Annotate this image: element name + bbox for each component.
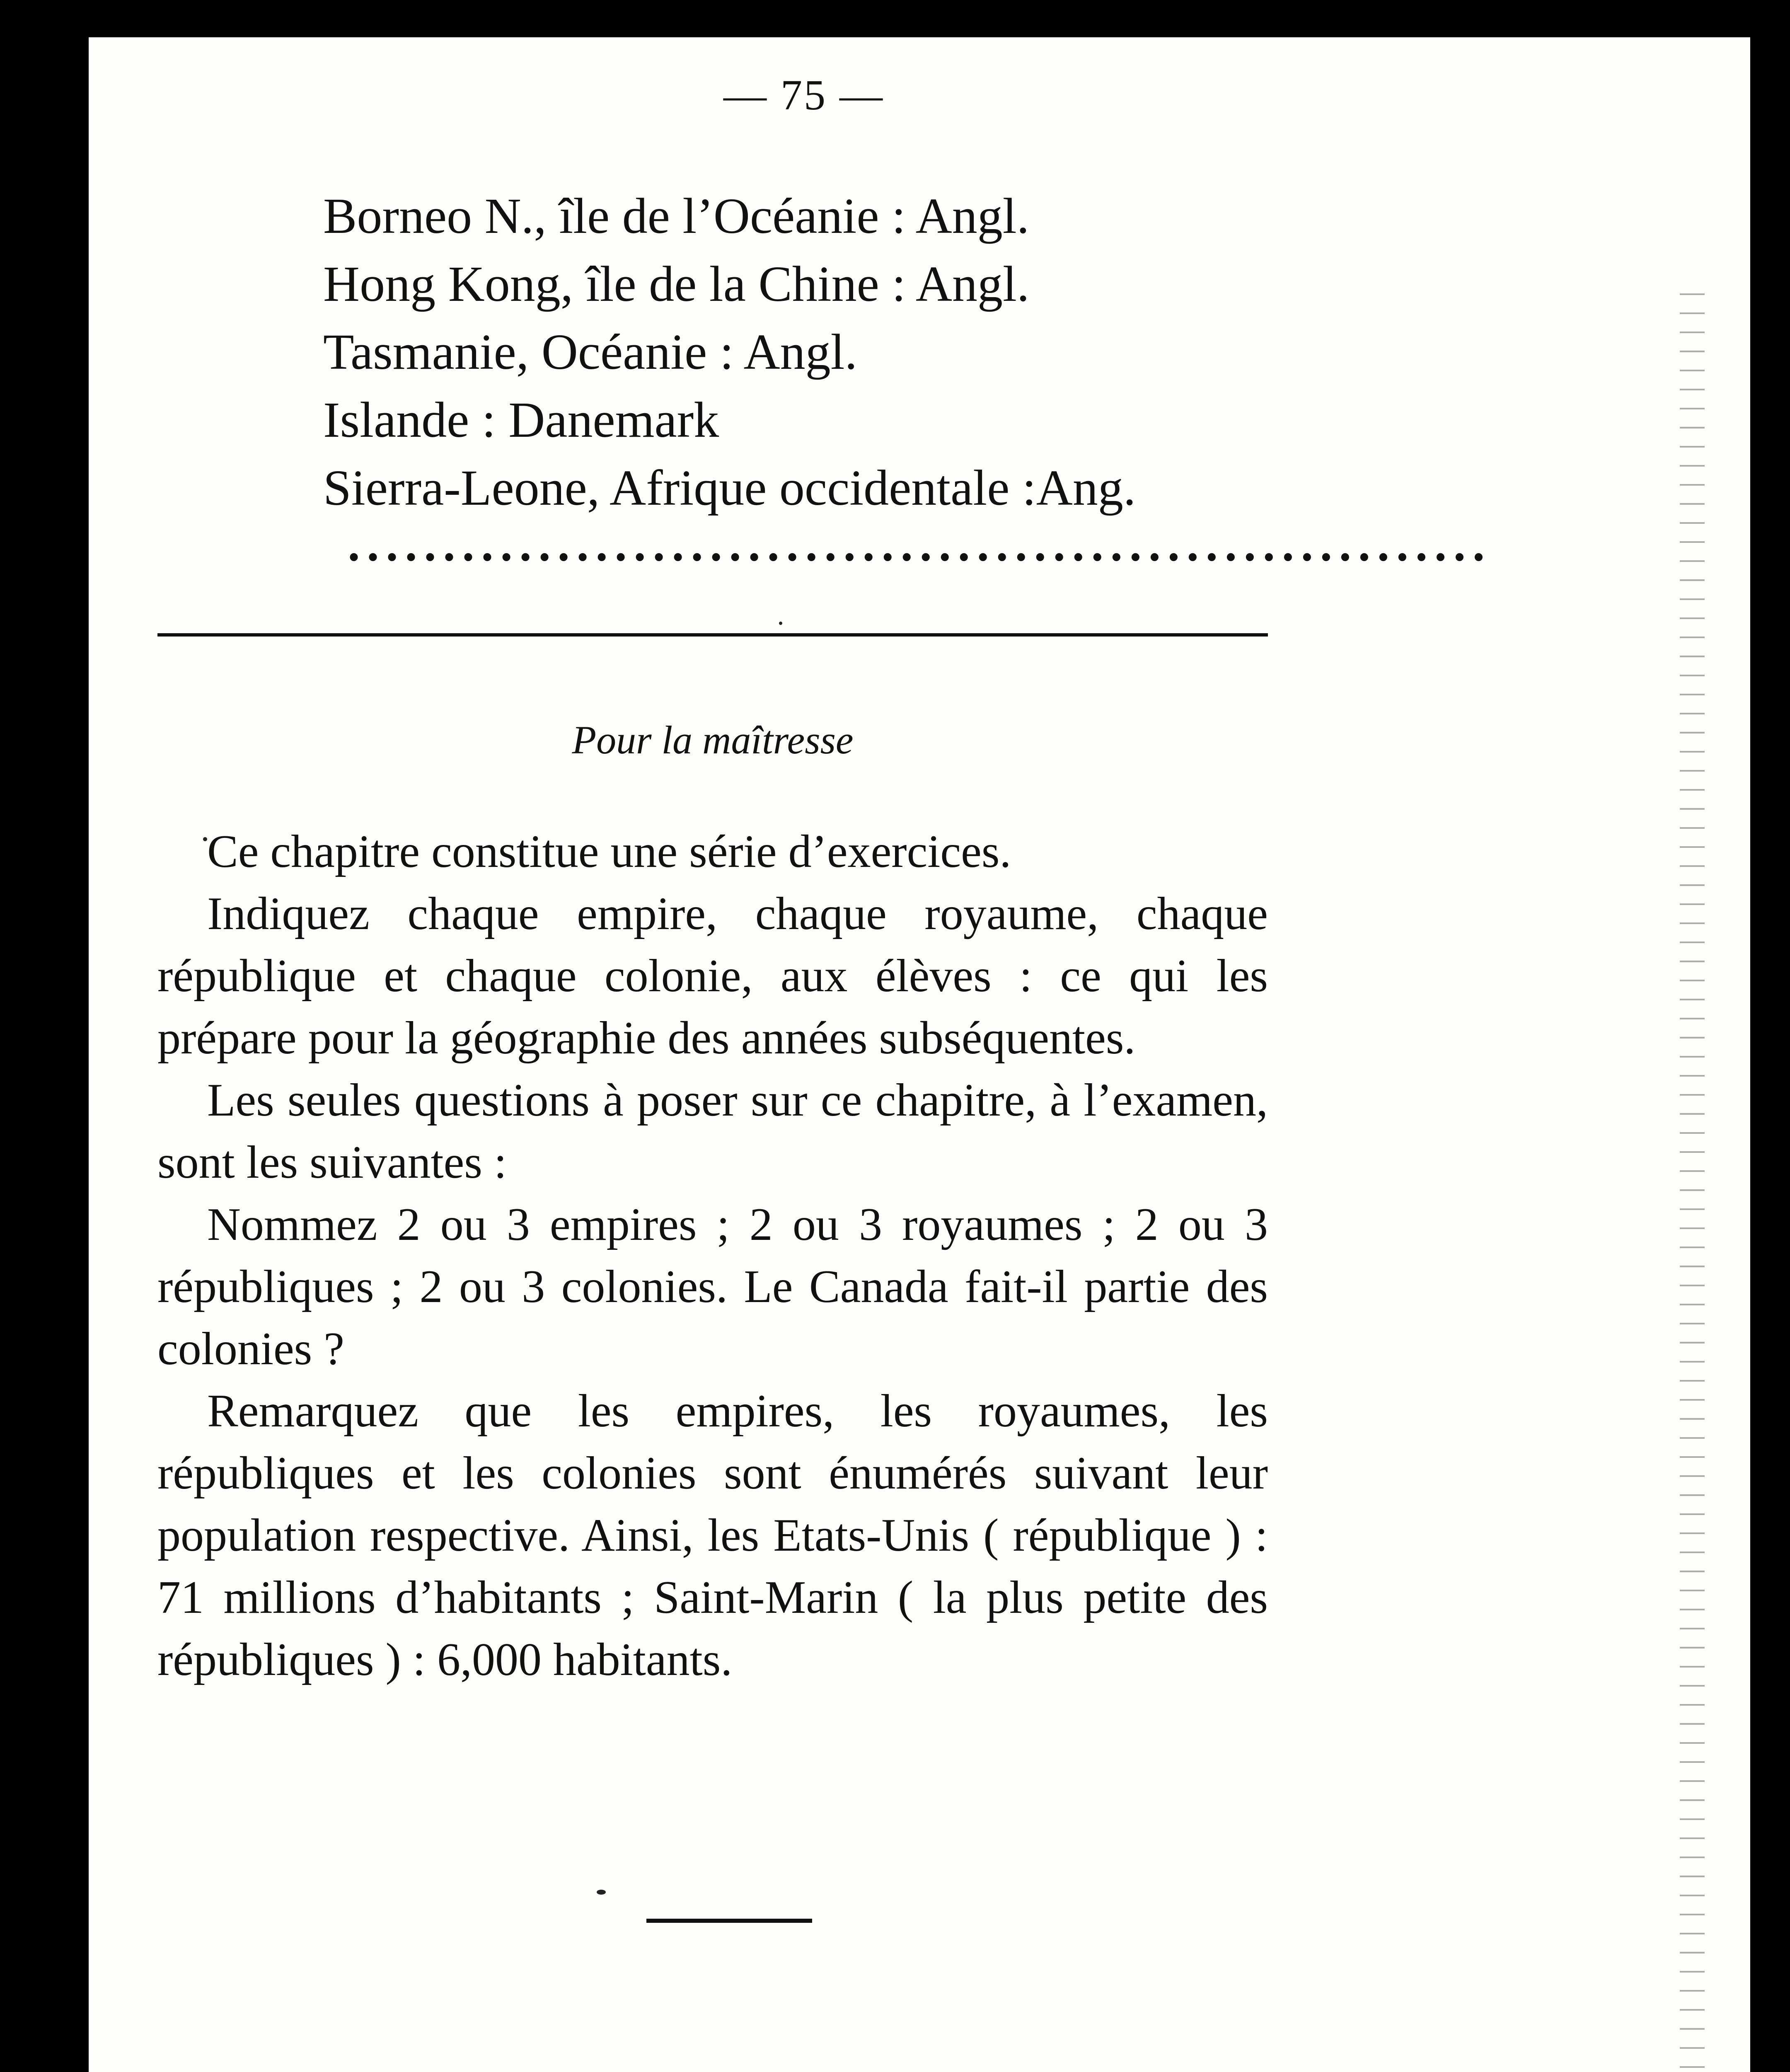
paragraph: Indiquez chaque empire, chaque royaume, chaque république et chaque colonie, aux élèves : ce qui les prépare pour la géographie des années subséquentes.: [157, 888, 1268, 1064]
ink-speck: [203, 837, 207, 841]
scan-left-edge: [50, 0, 62, 2072]
paragraph: Nommez 2 ou 3 empires ; 2 ou 3 royaumes ; 2 ou 3 républiques ; 2 ou 3 colonies. Le Canada fait-il partie des colonies ?: [157, 1199, 1268, 1375]
page-number: — 75 —: [723, 71, 884, 119]
paragraph: Ce chapitre constitue une série d’exercices.: [207, 826, 1011, 877]
list-item: Tasmanie, Océanie : Angl.: [323, 324, 857, 380]
list-item: Hong Kong, île de la Chine : Angl.: [323, 256, 1030, 312]
list-item: Islande : Danemark: [323, 392, 719, 448]
paragraph: Les seules questions à poser sur ce chapitre, à l’examen, sont les suivantes :: [157, 1075, 1268, 1188]
dotted-leader: ••••••••••••••••••••••••••••••••••••••••••••••••••••••••••••: [348, 539, 1492, 576]
paragraph: Remarquez que les empires, les royaumes, les républiques et les colonies sont énumérés suivant leur population respective. Ainsi, les Etats-Unis ( république ) : 71 millions d’habitants ; Saint-Marin ( la plus petite des républiques ) : 6,000 habitants.: [157, 1385, 1268, 1685]
ink-speck: [597, 1890, 606, 1895]
section-title: Pour la maîtresse: [572, 718, 854, 762]
teacher-notes: [157, 821, 1268, 1691]
section-divider: [157, 633, 1268, 637]
list-item: Sierra-Leone, Afrique occidentale :Ang.: [323, 460, 1136, 516]
colony-list: [323, 182, 1483, 522]
ink-speck: [779, 622, 782, 625]
scan-edge-noise: [1680, 286, 1705, 2072]
end-rule: [646, 1919, 812, 1923]
list-item: Borneo N., île de l’Océanie : Angl.: [323, 188, 1030, 244]
